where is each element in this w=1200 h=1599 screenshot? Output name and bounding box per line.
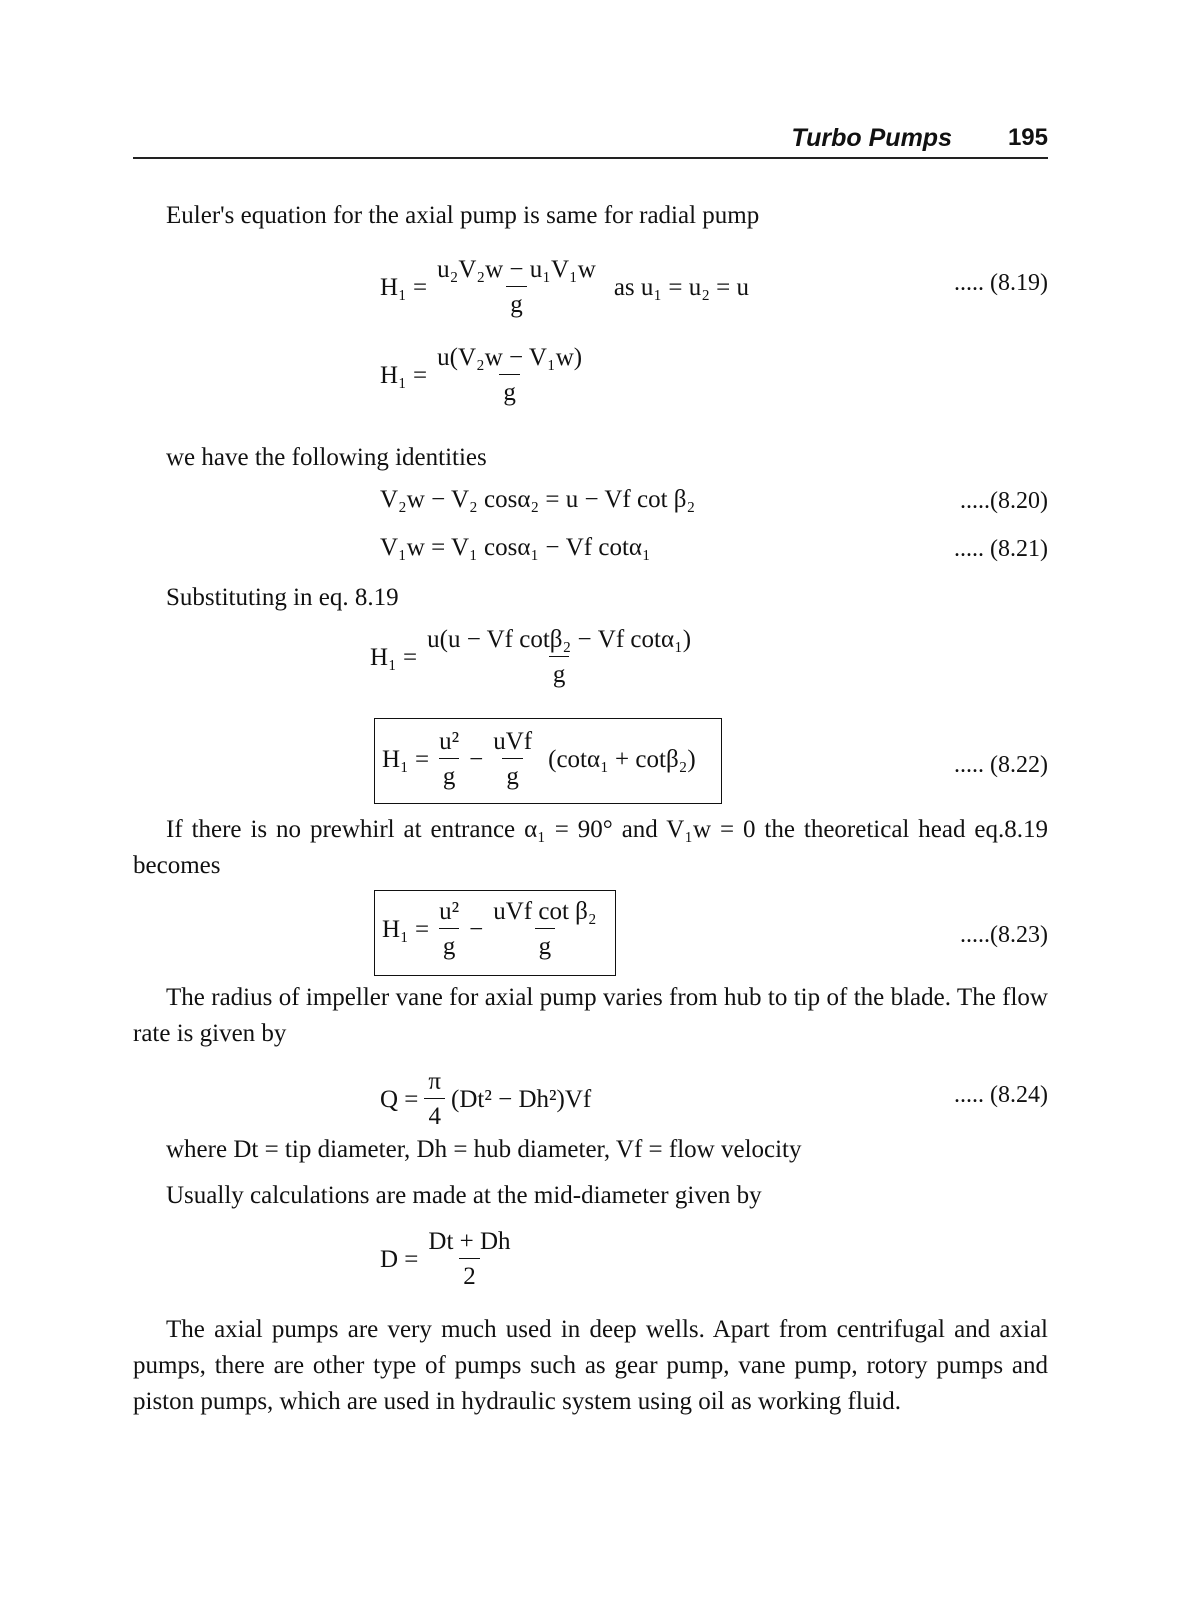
equation-8-24: [380, 1068, 591, 1131]
equation-number-8-19: ..... (8.19): [954, 270, 1048, 296]
equation-number-8-24: ..... (8.24): [954, 1082, 1048, 1108]
eq-lhs: H₁ =: [382, 745, 430, 773]
running-header-title: Turbo Pumps: [791, 124, 952, 152]
eq-denominator: g: [549, 656, 570, 689]
eq-numerator: u²: [439, 898, 460, 925]
paragraph-mid-diameter: Usually calculations are made at the mid-diameter given by: [166, 1182, 762, 1209]
eq-fraction-2: [489, 728, 536, 791]
eq-lhs: H₁ =: [380, 361, 428, 389]
eq-lhs: H₁ =: [370, 643, 418, 671]
paragraph-conclusion: The axial pumps are very much used in deep wells. Apart from centrifugal and axial pumps, there are other type of pumps such as gear pump, vane pump, rotory pumps and piston pumps, which are used in hydraulic system using oil as working fluid.: [133, 1316, 1048, 1415]
equation-number-8-21: ..... (8.21): [954, 536, 1048, 562]
eq-fraction: [424, 1068, 445, 1131]
eq-lhs: Q =: [380, 1085, 419, 1113]
eq-lhs: H₁ =: [382, 915, 430, 943]
eq-denominator: g: [439, 928, 460, 961]
eq-denominator: g: [535, 928, 556, 961]
equation-8-23: [382, 898, 607, 961]
eq-condition: as u₁ = u₂ = u: [613, 273, 750, 301]
eq-numerator: u²: [439, 728, 460, 755]
equation-8-21: V₁w = V₁ cosα₁ − Vf cotα₁: [380, 534, 651, 561]
eq-denominator: 2: [459, 1258, 480, 1291]
paragraph-euler: Euler's equation for the axial pump is same for radial pump: [166, 202, 760, 229]
eq-lhs: H₁ =: [380, 273, 428, 301]
equation-number-8-20: .....(8.20): [960, 488, 1048, 514]
eq-numerator: u(V₂w − V₁w): [437, 344, 583, 371]
paragraph-identities: we have the following identities: [166, 444, 487, 471]
eq-numerator: π: [428, 1068, 442, 1095]
equation-mid-diameter: [380, 1228, 521, 1291]
eq-fraction-1: [435, 898, 463, 961]
equation-8-20: V₂w − V₂ cosα₂ = u − Vf cot β₂: [380, 486, 696, 513]
eq-lhs: D =: [380, 1245, 419, 1273]
eq-operator: −: [469, 915, 484, 943]
eq-denominator: g: [506, 286, 527, 319]
eq-numerator: uVf: [493, 728, 533, 755]
eq-fraction-2: [489, 898, 600, 961]
equation-number-8-22: ..... (8.22): [954, 752, 1048, 778]
eq-denominator: g: [502, 758, 523, 791]
eq-numerator: Dt + Dh: [428, 1228, 511, 1255]
eq-denominator: g: [439, 758, 460, 791]
eq-fraction: [423, 626, 695, 689]
eq-tail: (cotα₁ + cotβ₂): [548, 745, 696, 773]
page-number: 195: [1007, 124, 1048, 151]
paragraph-substituting: Substituting in eq. 8.19: [166, 584, 399, 611]
paragraph-prewhirl: If there is no prewhirl at entrance α₁ = 90° and V₁w = 0 the theoretical head eq.8.19 becomes: [133, 816, 1048, 879]
eq-operator: −: [469, 745, 484, 773]
eq-numerator: u(u − Vf cotβ₂ − Vf cotα₁): [427, 626, 692, 653]
eq-fraction: [433, 256, 600, 319]
equation-substituted: [370, 626, 701, 689]
eq-fraction: [433, 344, 586, 407]
eq-numerator: uVf cot β₂: [493, 898, 597, 925]
eq-fraction-1: [435, 728, 463, 791]
equation-head-form: [380, 344, 592, 407]
equation-8-22: [382, 728, 696, 791]
eq-denominator: 4: [424, 1098, 445, 1131]
eq-denominator: g: [499, 374, 520, 407]
eq-fraction: [424, 1228, 514, 1291]
paragraph-where: where Dt = tip diameter, Dh = hub diameter, Vf = flow velocity: [166, 1136, 802, 1163]
eq-tail: (Dt² − Dh²)Vf: [451, 1085, 592, 1113]
header-rule: [133, 157, 1048, 159]
paragraph-flow-rate: The radius of impeller vane for axial pump varies from hub to tip of the blade. The flow rate is given by: [133, 984, 1048, 1047]
equation-number-8-23: .....(8.23): [960, 922, 1048, 948]
equation-8-19: [380, 256, 749, 319]
eq-numerator: u₂V₂w − u₁V₁w: [437, 256, 596, 283]
